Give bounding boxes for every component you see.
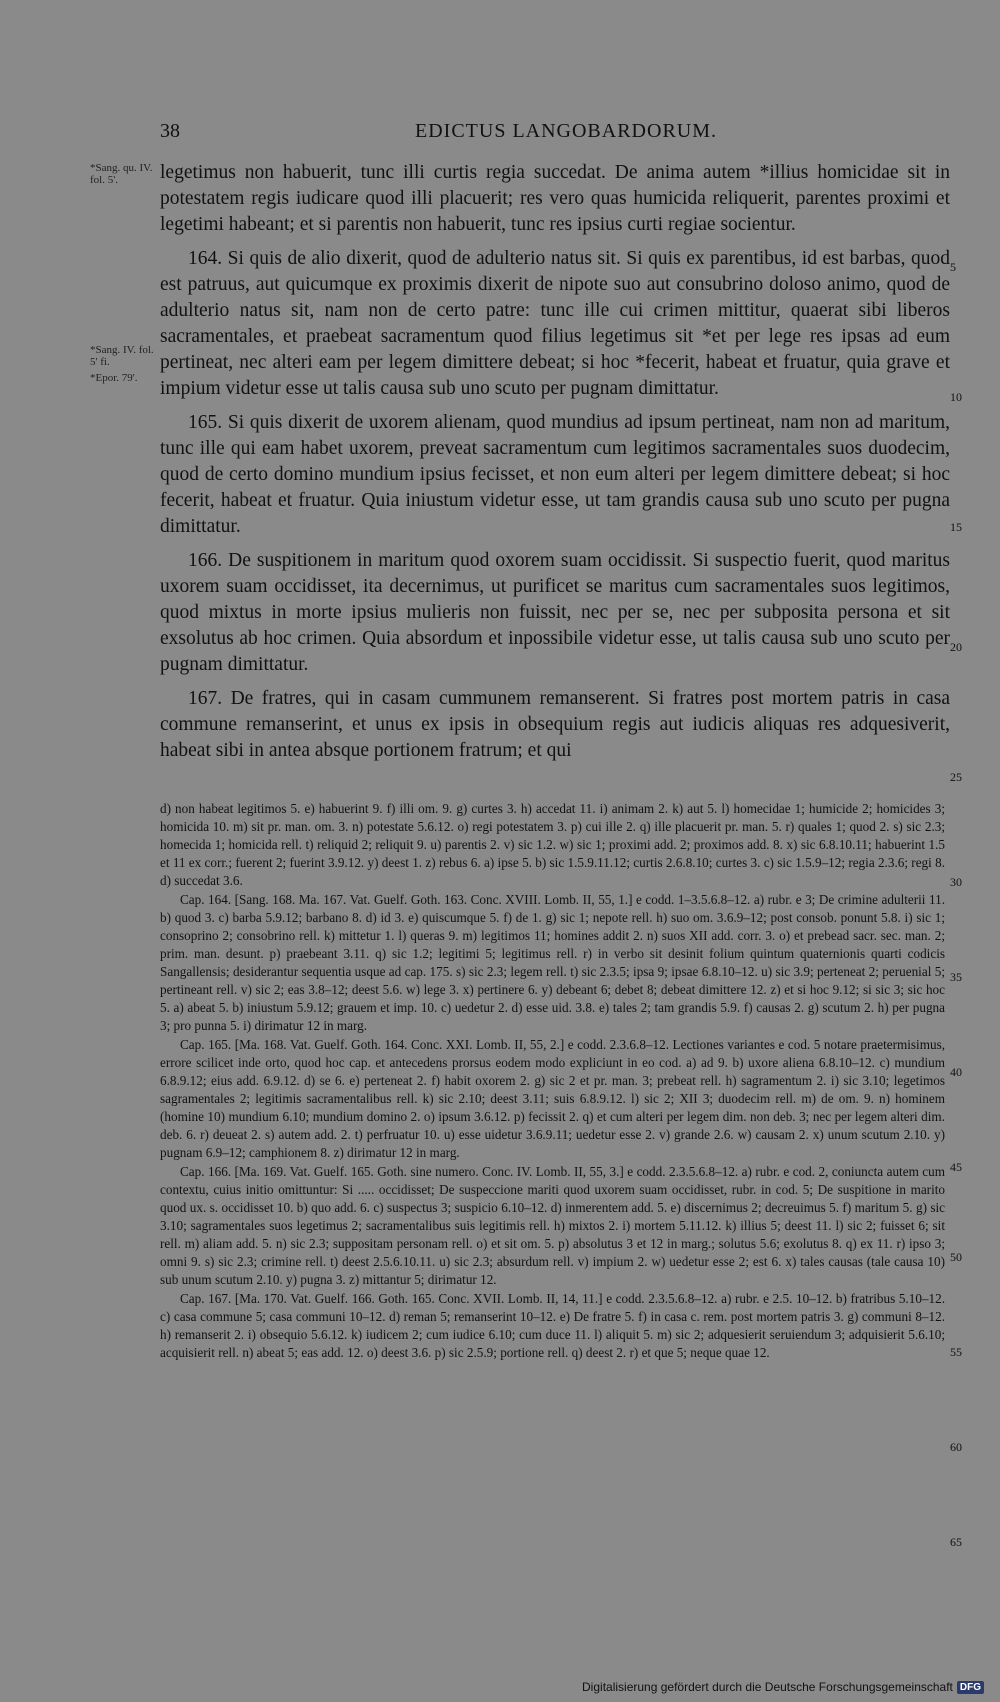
line-number: 10	[950, 390, 962, 404]
line-number: 65	[950, 1535, 962, 1549]
footer-text: Digitalisierung gefördert durch die Deutsche Forschungsgemeinschaft	[582, 1680, 953, 1694]
running-title: EDICTUS LANGOBARDORUM.	[415, 120, 718, 142]
line-number: 20	[950, 640, 962, 654]
paragraph-165: 165. Si quis dixerit de uxorem alienam, quod mundius ad ipsum pertineat, nam non ad maritum, tunc ille qui eam habet uxorem, preveat sacramentum cum legitimos sacramentales suos duodecim, quod de certo domino mundium ipsius fecisset, et non eum alteri per legem dimittere debeat; si hoc fecerit, habeat et fruatur. Quia iniustum videtur esse, ut tam grandis causa sub uno scuto per pugna dimittatur.	[160, 412, 950, 537]
line-number: 55	[950, 1345, 962, 1359]
line-number-column	[950, 160, 980, 1610]
page-header	[0, 120, 1000, 150]
line-number: 50	[950, 1250, 962, 1264]
line-number: 5	[950, 260, 956, 274]
critical-apparatus	[160, 800, 945, 1363]
paragraph-164: 164. Si quis de alio dixerit, quod de adulterio natus sit. Si quis ex parentibus, id est barbas, quod est patruus, aut quicumque ex proximis dixerit de nipote suo aut consubrino doloso animo, quod de adulterio natus sit, nam non de certo patre: tunc ille cui crimen mittitur, quaerat sibi liberos sacramentales, et praebeat sacramentum quod filius legetimus sit *et per lege res ipsas ad eum pertineat, nec alteri eam per legem dimittere debeat; si hoc *fecerit, habeat et fruatur, quia grave et impium videtur esse ut talis causa sub uno scuto per pugnam dimittatur.	[160, 248, 950, 399]
page-number: 38	[160, 120, 180, 142]
paragraph-167: 167. De fratres, qui in casam cummunem remanserent. Si fratres post mortem patris in casa commune remanserint, et unus ex ipsis in obsequium regis aut iudicis aliquas res adquesiverit, habeat sibi in antea absque portionem fratrum; et qui	[160, 688, 950, 761]
footer-credit	[582, 1680, 984, 1694]
dfg-logo-icon: DFG	[957, 1681, 984, 1694]
note-block-163: d) non habeat legitimos 5. e) habuerint 9. f) illi om. 9. g) curtes 3. h) accedat 11. i) animam 2. k) aut 5. l) homecidae 1; humicide 2; homicides 3; homicida 10. m) sit pr. man. om. 3. n) potestate 5.6.12. o) regi potestatem 3. p) cui ille 2. q) ille placuerit pr. man. 5. r) quales 1; quod 2. s) sic 2.3; homecida 1; homicida rell. t) reliquid 2; reliquit 9. u) parentis 2. v) sic 1.2. w) sic 1; proximi add. 2; proximos add. 8. x) sic 6.8.10.11; habuerint 1.5 et 11 ex corr.; fuerent 2; fuerint 3.9.12. y) deest 1. z) rebus 6. a) ipse 5. b) sic 1.5.9.11.12; curtis 2.6.8.10; curtes 3. c) sic 1.5.9–12; regia 2.3.6; regi 8. d) succedat 3.6.	[160, 801, 945, 888]
margin-note-epor: *Epor. 79'.	[90, 372, 138, 384]
line-number: 40	[950, 1065, 962, 1079]
note-block-166: Cap. 166. [Ma. 169. Vat. Guelf. 165. Goth. sine numero. Conc. IV. Lomb. II, 55, 3.] e codd. 2.3.5.6.8–12. a) rubr. e cod. 2, coniuncta autem cum contextu, cuius initio omittuntur: Si ..... occidisset; De suspeccione mariti quod uxorem suam occidisset, rubr. in cod. 5; De suspitione in marito quod ux. s. occidisset 10. b) quo add. 6. c) suspectus 3; suspicio 6.10–12. d) inmerentem add. 5. e) discernimus 2; decreuimus 5. f) maritum 5. g) sic 3.10; sagramentales suos legetimus 2; sacramentalibus suis legitimis rell. h) mixtos 2. i) mortem 5.11.12. k) illius 5; deest 11. l) sic 2; fuisset 6; sit rell. m) aliam add. 5. n) sic 2.3; suppositam personam rell. o) et sit om. 5. p) absolutus 3 et 12 in marg.; solutus 5.6; exolutus 8. q) ex 11. r) ipso 3; omni 9. s) sic 2.3; crimine rell. t) deest 2.5.6.10.11. u) sic 2.3; absurdum rell. v) impium 2. w) uedetur esse 2; est 6. x) tales causas (tale causa 10) sub unum scutum 2.10. y) pugna 3. z) mittantur 5; dirimatur 12.	[160, 1164, 945, 1287]
main-text	[160, 160, 950, 772]
line-number: 25	[950, 770, 962, 784]
line-number: 30	[950, 875, 962, 889]
line-number: 45	[950, 1160, 962, 1174]
paragraph-166: 166. De suspitionem in maritum quod oxorem suam occidissit. Si suspectio fuerit, quod maritus uxorem suam occidisset, ita decernimus, ut purificet se maritus cum sacramentales suos legitimos, quod mixtus in morte ipsius mulieris non fuissit, nec per se, nec per subposita persona et sit exsolutus ab hoc crimen. Quia absordum et inpossibile videtur esse, ut talis causa sub uno scuto per pugnam dimittatur.	[160, 550, 950, 675]
line-number: 15	[950, 520, 962, 534]
margin-note-sang-qu: *Sang. qu. IV. fol. 5'.	[90, 162, 153, 186]
margin-note-sang-iv: *Sang. IV. fol. 5' fi.	[90, 344, 154, 368]
note-block-165: Cap. 165. [Ma. 168. Vat. Guelf. Goth. 164. Conc. XXI. Lomb. II, 55, 2.] e codd. 2.3.6.8–12. Lectiones variantes e cod. 5 notare praetermisimus, errore scilicet inde orto, quod hoc cap. et antecedens prorsus eodem modo expliciunt in eo cod. a) ad 9. b) uxore aliena 6.8.10–12. c) mundium 6.8.9.12; eius add. 6.9.12. d) se 6. e) perteneat 2. f) habit oxorem 2. g) sic 2 et pr. man. 3; prebeat rell. h) sagramentum 2. i) sic 3.10; legetimos sagramentales 2; legitimis sacramentalibus rell. k) sic 2.10; deest 3.11; suis 6.8.9.12. l) sic 2; XII 3; duodecim rell. m) de om. 9. n) hominem (homine 10) mundium 6.10; mundium domino 2. o) ipsum 3.6.12. p) fecissit 2. q) et cum alteri per legem dim. non deb. 3; nec per legem alteri dim. deb. 6. r) deueat 2. s) autem add. 2. t) perfruatur 10. u) esse uidetur 3.6.9.11; uedetur esse 2. v) grande 2.6. w) causam 2. x) unum scutum 2.10. y) pugnam 6.9–12; camphionem 8. z) dirimatur 12 in marg.	[160, 1037, 945, 1160]
note-block-167: Cap. 167. [Ma. 170. Vat. Guelf. 166. Goth. 165. Conc. XVII. Lomb. II, 14, 11.] e codd. 2.3.5.6.8–12. a) rubr. e 2.5. 10–12. b) fratribus 5.10–12. c) casa commune 5; casa communi 10–12. d) reman 5; remanserint 10–12. e) De fratre 5. f) in casa c. rem. post mortem patris 3. g) communi 8–12. h) remanserit 2. i) obsequio 5.6.12. k) iudicem 2; cum iudice 6.10; cum duce 11. l) aliquit 5. m) sic 2; adquesierit seruiendum 3; adquisierit 5.6.10; acquisierit rell. n) abeat 5; eas add. 12. o) deest 3.6. p) sic 2.5.9; portione rell. q) deest 2. r) et que 5; neque quae 12.	[160, 1291, 945, 1360]
line-number: 35	[950, 970, 962, 984]
paragraph-cont: legetimus non habuerit, tunc illi curtis regia succedat. De anima autem *illius homicidae sit in potestatem regis iudicare quod illi placuerit; res vero quas humicida reliquerit, parentes proximi et legetimi habeant; et si parentis non habuerit, tunc res ipsius curti regiae socientur.	[160, 162, 950, 235]
note-block-164: Cap. 164. [Sang. 168. Ma. 167. Vat. Guelf. Goth. 163. Conc. XVIII. Lomb. II, 55, 1.] e codd. 1–3.5.6.8–12. a) rubr. e 3; De crimine adulterii 11. b) quod 3. c) barba 5.9.12; barbano 8. d) id 3. e) quiscumque 5. f) de 1. g) sic 1; nepote rell. h) suo om. 3.6.9–12; post consob. ponunt 5.8. i) sic 1; consoprino 2; consobrino rell. k) mittetur 1. l) queras 9. m) legitimos 11; homines addit 2. n) suos XII add. corr. 3. o) et prebead sacr. sec. man. 2; prim. man. desunt. p) praebeant 3.11. q) sic 1.2; legitimi 5; legitimus rell. r) in verbo sit desinit folium quintum quaternionis quarti codicis Sangallensis; desiderantur sequentia usque ad cap. 175. s) sic 2.3; legem rell. t) sic 2.3.5; ipsa 9; ipsae 6.8.10–12. u) sic 3.9; perteneat 2; peruenial 5; pertineant rell. v) sic 2; eas 3.8–12; deest 5.6. w) lege 3. x) pertinere 6. y) debeant 6; debet 8; debeat dimittere 12. z) et si hoc 9.12; si sic 3; sic hoc 5. a) abeat 5. b) iniustum 5.9.12; grauem et imp. 10. c) uedetur 2. d) esse uid. 3.8. e) tales 2; tam grandis 5.9. f) causas 2. g) scutum 2. h) per pugna 3; pro punna 5. i) dirimatur 12 in marg.	[160, 892, 945, 1033]
line-number: 60	[950, 1440, 962, 1454]
